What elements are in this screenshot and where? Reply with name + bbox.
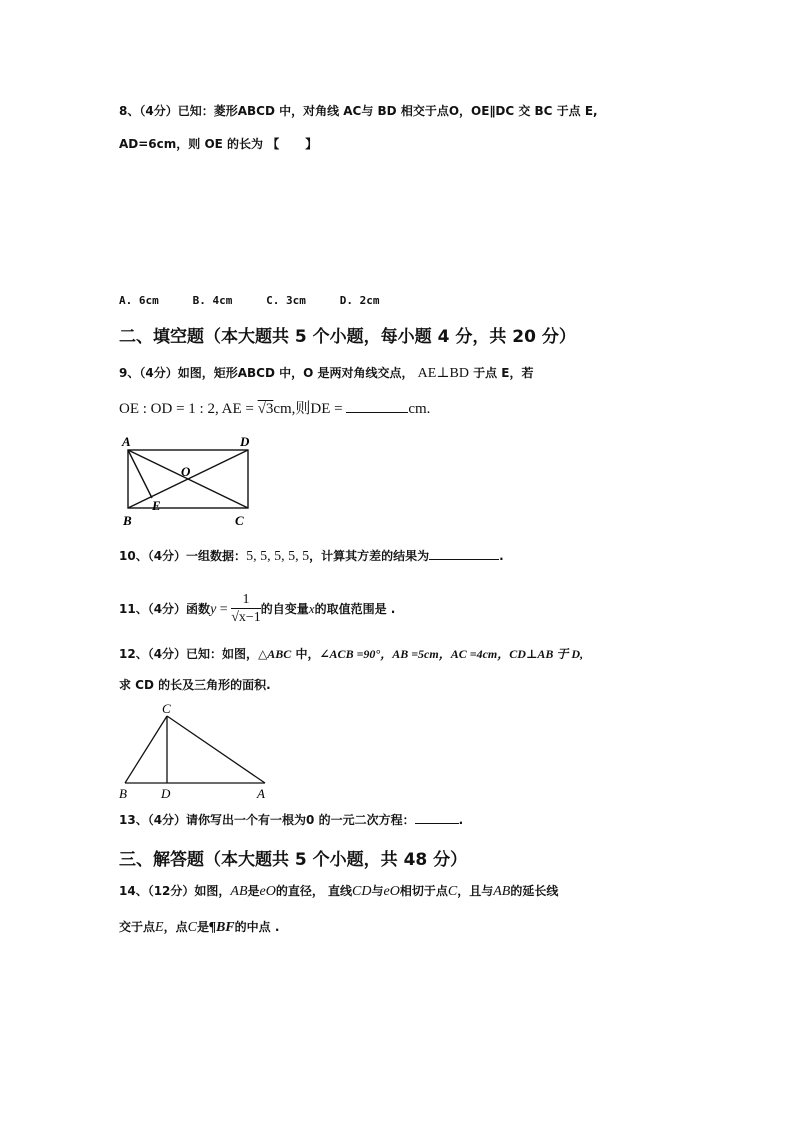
q11-numerator: 1 bbox=[231, 592, 261, 609]
q11-text: 11、（4分）函数 bbox=[119, 602, 211, 616]
q8-bracket-close: 】 bbox=[305, 137, 318, 151]
q14-c-2: C bbox=[187, 920, 197, 935]
q9-unit: cm. bbox=[408, 401, 431, 417]
q8-bracket-open: 【 bbox=[267, 137, 280, 151]
q12-mid: 中， bbox=[291, 647, 320, 661]
q14-ab-2: AB bbox=[493, 884, 511, 899]
q9-sqrt: √3 bbox=[257, 401, 274, 417]
label-d: D bbox=[161, 786, 171, 801]
q14-text-d: 与 bbox=[371, 884, 384, 898]
q8-options bbox=[119, 292, 409, 309]
q9-rectangle-figure bbox=[118, 432, 263, 532]
q10-text: 10、（4分）一组数据： bbox=[119, 549, 247, 563]
label-b: B bbox=[119, 786, 127, 801]
q10-end: . bbox=[499, 549, 504, 563]
label-o: O bbox=[181, 464, 191, 479]
q14-text-j: 是 bbox=[196, 920, 209, 934]
section2-heading: 二、填空题（本大题共 5 个小题，每小题 4 分，共 20 分） bbox=[119, 327, 576, 347]
q14-text-a: 14、（12分）如图， bbox=[119, 884, 231, 898]
q12-text: 12、（4分）已知：如图， bbox=[119, 647, 259, 661]
q12-line1 bbox=[119, 646, 583, 662]
q8-line2-text: AD=6cm，则 OE 的长为 bbox=[119, 137, 264, 151]
q12-triangle-figure bbox=[115, 700, 275, 802]
q14-text-h: 交于点 bbox=[119, 920, 156, 934]
q11-y: y bbox=[210, 602, 217, 617]
q14-text-e: 相切于点 bbox=[399, 884, 448, 898]
q14-cd: CD bbox=[352, 884, 372, 899]
q11-denominator: √x−1 bbox=[231, 610, 261, 625]
q14-circle: eO bbox=[259, 884, 276, 899]
q13-end: . bbox=[458, 813, 464, 827]
q14-text-g: 的延长线 bbox=[510, 884, 559, 898]
q8-line2 bbox=[119, 136, 317, 152]
q8-option-c: C. 3cm bbox=[266, 294, 306, 307]
label-c: C bbox=[235, 513, 244, 528]
q10-answer-blank[interactable] bbox=[429, 559, 499, 560]
q8-option-d: D. 2cm bbox=[339, 294, 380, 307]
q11-fraction bbox=[231, 592, 261, 627]
q14-arc: ¶BF bbox=[208, 920, 235, 935]
q10-line bbox=[119, 548, 504, 565]
q8-line1: 8、（4分）已知：菱形ABCD 中，对角线 AC与 BD 相交于点O，OE∥DC 交 BC 于点 E, bbox=[119, 104, 598, 118]
q14-line2 bbox=[119, 919, 279, 936]
q9-answer-blank[interactable] bbox=[346, 412, 408, 413]
q12-angle: ∠ACB bbox=[319, 647, 354, 661]
label-d: D bbox=[240, 434, 250, 449]
q14-e: E bbox=[155, 920, 164, 935]
label-e: E bbox=[152, 498, 161, 513]
q12-line2: 求 CD 的长及三角形的面积. bbox=[119, 678, 271, 692]
q14-text-k: 的中点 . bbox=[234, 920, 280, 934]
q9-line2 bbox=[119, 400, 430, 418]
q11-line bbox=[119, 588, 395, 631]
q12-triangle: △ABC bbox=[258, 647, 292, 661]
q14-text-b: 是 bbox=[247, 884, 260, 898]
segment-bc bbox=[125, 716, 167, 783]
q11-text3: 的取值范围是 . bbox=[314, 602, 396, 616]
q10-data: 5, 5, 5, 5, 5 bbox=[246, 549, 310, 564]
section3-heading: 三、解答题（本大题共 5 个小题，共 48 分） bbox=[119, 850, 468, 870]
q9-line2-a: OE : OD = 1 : 2, AE = bbox=[119, 401, 258, 417]
q11-text2: 的自变量 bbox=[260, 602, 309, 616]
label-c: C bbox=[162, 701, 171, 716]
q9-line1-end: 于点 E，若 bbox=[473, 366, 534, 380]
q9-line1-math: AE⊥BD bbox=[417, 366, 469, 381]
label-a: A bbox=[257, 786, 265, 801]
q9-line2-b: cm,则DE = bbox=[273, 401, 347, 417]
label-a: A bbox=[122, 434, 131, 449]
q14-text-f: ，且与 bbox=[457, 884, 494, 898]
q11-eq: = bbox=[216, 602, 232, 617]
q14-c: C bbox=[447, 884, 458, 899]
q14-line1 bbox=[119, 883, 558, 900]
q14-ab: AB bbox=[230, 884, 248, 899]
q13-line bbox=[119, 812, 463, 828]
q10-text2: ，计算其方差的结果为 bbox=[309, 549, 430, 563]
q9-line1 bbox=[119, 365, 534, 382]
segment-ca bbox=[167, 716, 265, 783]
q8-option-a: A. 6cm bbox=[119, 294, 159, 307]
q8-option-b: B. 4cm bbox=[192, 294, 233, 307]
label-b: B bbox=[123, 513, 132, 528]
q13-answer-blank[interactable] bbox=[415, 823, 459, 824]
q14-text-c: 的直径， 直线 bbox=[275, 884, 353, 898]
q13-text: 13、（4分）请你写出一个有一根为0 的一元二次方程： bbox=[119, 813, 415, 827]
q9-line1-text: 9、（4分）如图，矩形ABCD 中，O 是两对角线交点， bbox=[119, 366, 414, 380]
q11-x: x bbox=[308, 601, 315, 616]
q14-text-i: ，点 bbox=[163, 920, 188, 934]
q14-circle-2: eO bbox=[383, 884, 400, 899]
q12-rest: =90°，AB =5cm，AC =4cm，CD⊥AB 于 D, bbox=[353, 647, 584, 661]
segment-ae bbox=[128, 450, 152, 498]
